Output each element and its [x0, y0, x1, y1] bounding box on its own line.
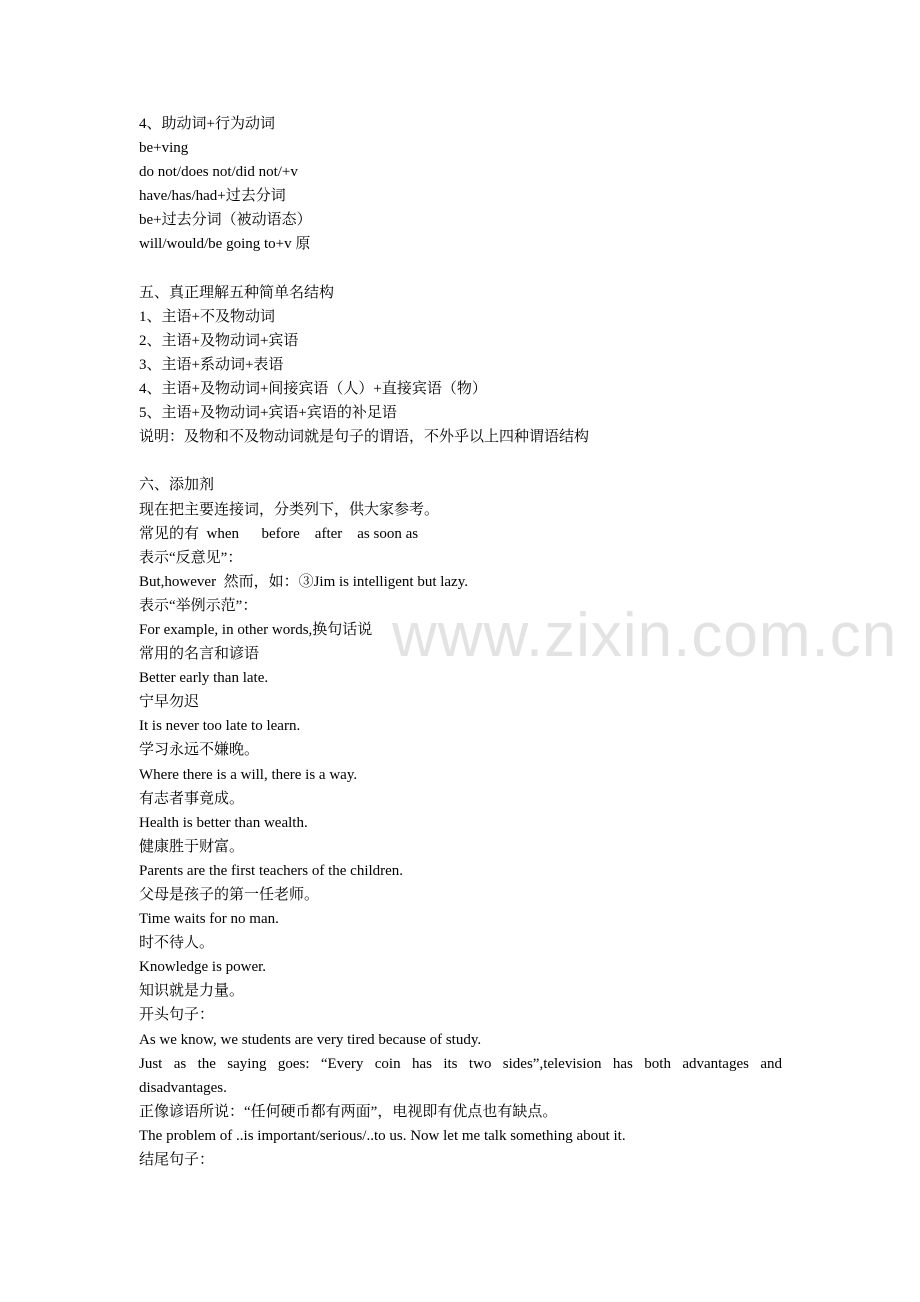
text-line: 4、主语+及物动词+间接宾语（人）+直接宾语（物）	[139, 381, 487, 398]
text-line: be+过去分词（被动语态）	[139, 212, 312, 229]
text-line: 现在把主要连接词，分类列下，供大家参考。	[139, 501, 440, 518]
proverb-chinese: 宁早勿迟	[139, 694, 200, 711]
watermark: www.zixin.com.cn	[392, 601, 898, 670]
text-line: The problem of ..is important/serious/..to us. Now let me talk something about it.	[139, 1127, 626, 1144]
proverb-chinese: 有志者事竟成。	[139, 790, 245, 807]
proverb-chinese: 知识就是力量。	[139, 983, 245, 1000]
proverb-english: Parents are the first teachers of the children.	[139, 862, 404, 879]
proverb-english: Where there is a will, there is a way.	[139, 766, 358, 783]
proverb-chinese: 时不待人。	[139, 935, 215, 952]
text-line: As we know, we students are very tired because of study.	[139, 1031, 482, 1048]
section-heading: 五、真正理解五种简单名结构	[139, 284, 335, 301]
text-line: 表示“反意见”：	[139, 549, 243, 566]
text-line: 结尾句子：	[139, 1152, 215, 1169]
proverb-chinese: 父母是孩子的第一任老师。	[139, 887, 320, 903]
text-line: 正像谚语所说：“任何硬币都有两面”，电视即有优点也有缺点。	[139, 1103, 558, 1120]
text-line: For example, in other words,换句话说	[139, 621, 373, 638]
text-line: disadvantages.	[139, 1079, 227, 1096]
text-line: 常用的名言和谚语	[139, 646, 260, 663]
blank-line	[139, 257, 782, 281]
text-line: be+ving	[139, 140, 189, 157]
proverb-english: Time waits for no man.	[139, 911, 279, 928]
text-line: 开头句子：	[139, 1007, 215, 1024]
text-line: will/would/be going to+v 原	[139, 236, 311, 253]
blank-line	[139, 449, 782, 473]
text-line: 说明：及物和不及物动词就是句子的谓语，不外乎以上四种谓语结构	[139, 429, 590, 446]
proverb-english: Health is better than wealth.	[139, 814, 308, 831]
proverb-english: It is never too late to learn.	[139, 718, 301, 735]
text-line: 4、助动词+行为动词	[139, 116, 275, 132]
proverb-english: Knowledge is power.	[139, 959, 267, 976]
text-line: 1、主语+不及物动词	[139, 308, 275, 325]
text-line: 2、主语+及物动词+宾语	[139, 332, 299, 349]
text-line: But,however 然而，如：③Jim is intelligent but lazy.	[139, 573, 468, 590]
text-line: 5、主语+及物动词+宾语+宾语的补足语	[139, 405, 397, 422]
text-line: have/has/had+过去分词	[139, 188, 286, 205]
text-line: Just as the saying goes: “Every coin has its two sides”,television has both advantages and	[139, 1055, 782, 1072]
document-body	[139, 112, 782, 1172]
proverb-chinese: 学习永远不嫌晚。	[139, 742, 260, 759]
proverb-chinese: 健康胜于财富。	[139, 838, 245, 855]
text-line: do not/does not/did not/+v	[139, 164, 298, 181]
text-line: 表示“举例示范”：	[139, 597, 258, 614]
proverb-english: Better early than late.	[139, 670, 269, 687]
section-heading: 六、添加剂	[139, 477, 215, 494]
text-line: 常见的有 when before after as soon as	[139, 525, 419, 542]
text-line: 3、主语+系动词+表语	[139, 356, 284, 373]
